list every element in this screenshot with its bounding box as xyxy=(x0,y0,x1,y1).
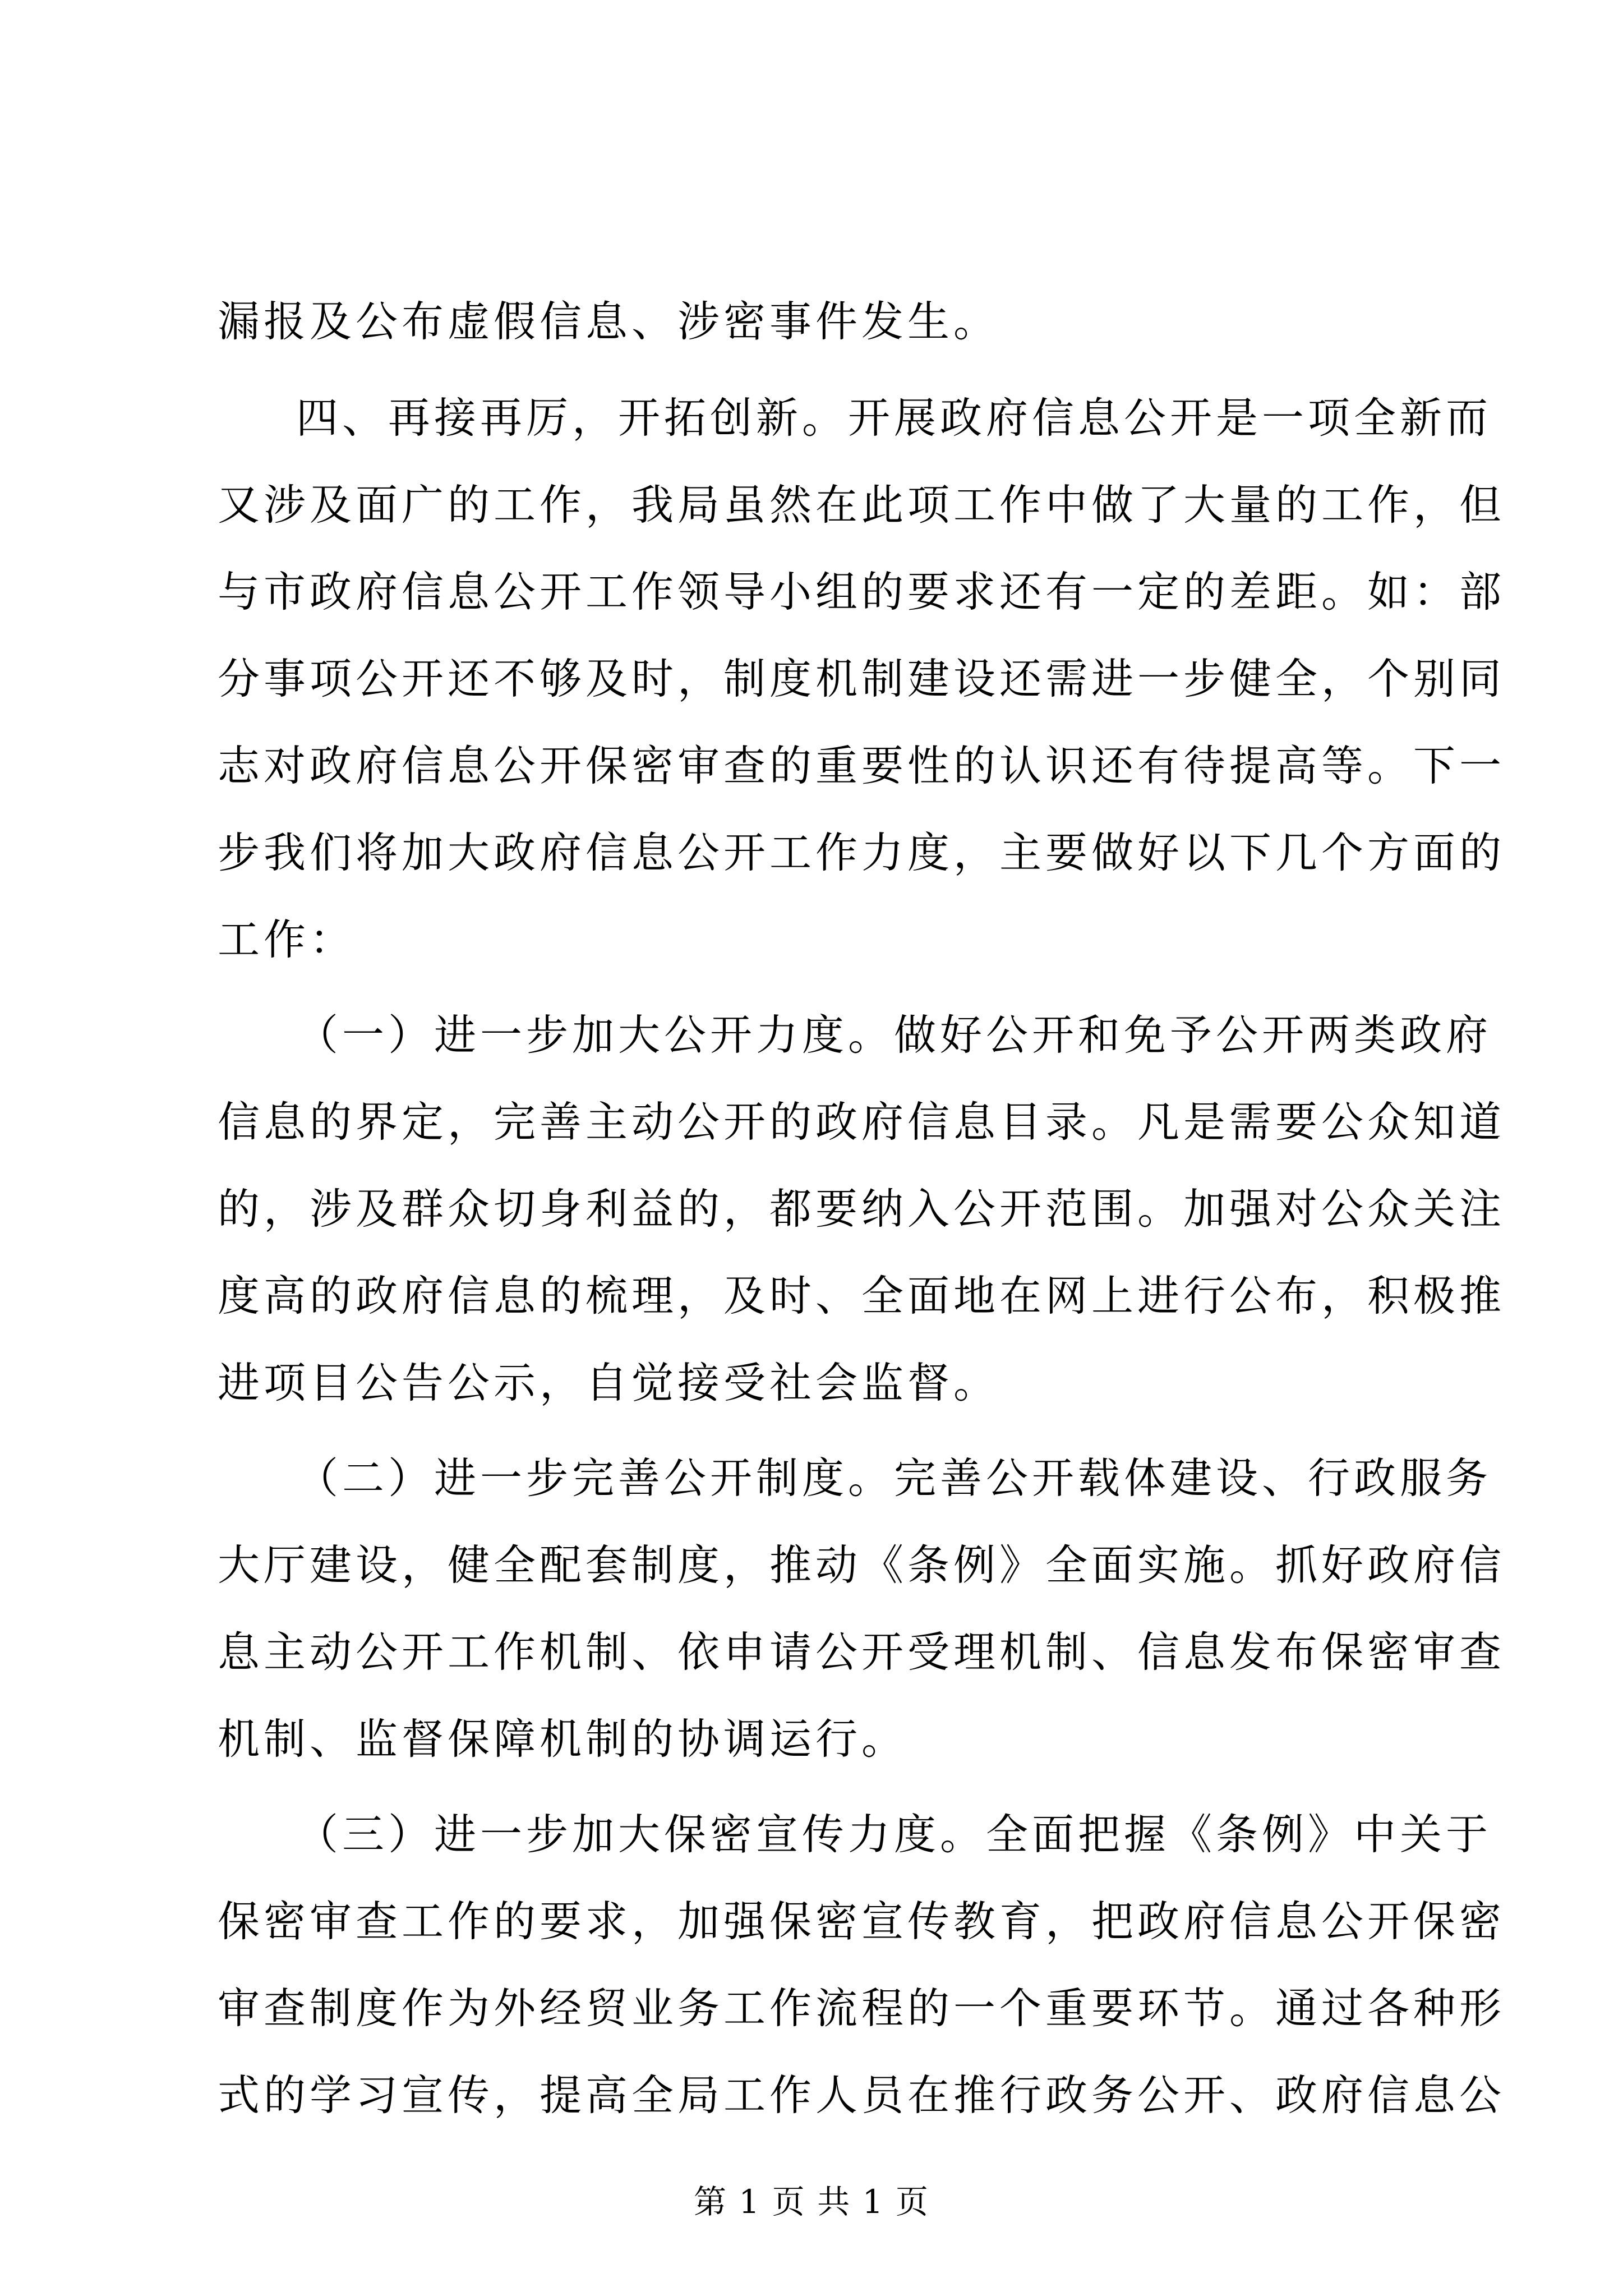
text-line: 息主动公开工作机制、依申请公开受理机制、信息发布保密审查 xyxy=(218,1627,1506,1677)
page-number-footer: 第 1 页 共 1 页 xyxy=(694,2183,929,2221)
text-line: 审查制度作为外经贸业务工作流程的一个重要环节。通过各种形 xyxy=(218,1984,1506,2033)
text-line: 又涉及面广的工作，我局虽然在此项工作中做了大量的工作，但 xyxy=(218,480,1506,530)
text-line: 式的学习宣传，提高全局工作人员在推行政务公开、政府信息公 xyxy=(218,2070,1506,2120)
text-line: 工作： xyxy=(218,915,356,964)
text-line: 分事项公开还不够及时，制度机制建设还需进一步健全，个别同 xyxy=(218,654,1506,703)
text-line: 步我们将加大政府信息公开工作力度，主要做好以下几个方面的 xyxy=(218,828,1506,877)
text-line: 漏报及公布虚假信息、涉密事件发生。 xyxy=(218,297,1000,346)
text-line: 机制、监督保障机制的协调运行。 xyxy=(218,1714,908,1764)
text-line: 进项目公告公示，自觉接受社会监督。 xyxy=(218,1358,1000,1407)
text-line: 志对政府信息公开保密审查的重要性的认识还有待提高等。下一 xyxy=(218,741,1506,790)
text-line: 保密审查工作的要求，加强保密宣传教育，把政府信息公开保密 xyxy=(218,1897,1506,1946)
text-line: 大厅建设，健全配套制度，推动《条例》全面实施。抓好政府信 xyxy=(218,1540,1506,1590)
text-line: （二）进一步完善公开制度。完善公开载体建设、行政服务 xyxy=(296,1453,1492,1503)
text-line: 与市政府信息公开工作领导小组的要求还有一定的差距。如：部 xyxy=(218,567,1506,616)
text-line: 度高的政府信息的梳理，及时、全面地在网上进行公布，积极推 xyxy=(218,1271,1506,1320)
text-line: 四、再接再厉，开拓创新。开展政府信息公开是一项全新而 xyxy=(296,393,1492,443)
text-line: 的，涉及群众切身利益的，都要纳入公开范围。加强对公众关注 xyxy=(218,1184,1506,1234)
text-line: （三）进一步加大保密宣传力度。全面把握《条例》中关于 xyxy=(296,1810,1492,1859)
text-line: （一）进一步加大公开力度。做好公开和免予公开两类政府 xyxy=(296,1010,1492,1060)
text-line: 信息的界定，完善主动公开的政府信息目录。凡是需要公众知道 xyxy=(218,1097,1506,1147)
